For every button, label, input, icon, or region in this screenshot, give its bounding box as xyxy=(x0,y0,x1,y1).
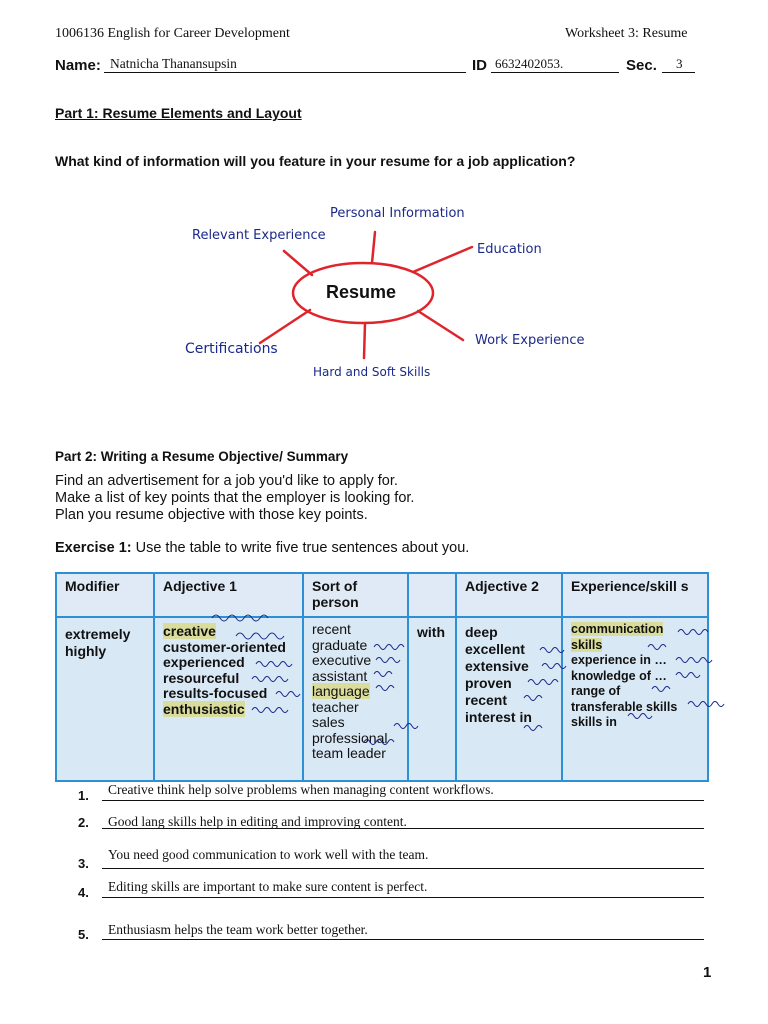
experience-item: knowledge of … xyxy=(571,668,667,683)
header-modifier: Modifier xyxy=(56,573,154,617)
scribble xyxy=(628,714,652,719)
sentence-text: Creative think help solve problems when managing content workflows. xyxy=(108,782,494,797)
scribble xyxy=(212,615,268,621)
with-word: with xyxy=(417,624,445,640)
adjective2-item: recent xyxy=(465,692,508,708)
exercise-text: Use the table to write five true sentences about you. xyxy=(131,540,470,556)
scribble xyxy=(374,645,404,650)
scribble xyxy=(364,740,394,745)
adjective2-item: extensive xyxy=(465,658,529,674)
person-item: team leader xyxy=(312,745,386,761)
adjective2-item: deep xyxy=(465,624,498,640)
sentence-line[interactable] xyxy=(102,868,704,869)
adjective2-item: proven xyxy=(465,675,512,691)
sentence-line[interactable] xyxy=(102,800,704,801)
scribble xyxy=(236,633,284,639)
adjective1-item: experienced xyxy=(163,654,245,670)
instruction-line: Make a list of key points that the employer is looking for. xyxy=(55,490,415,506)
part2-title: Part 2: Writing a Resume Objective/ Summary xyxy=(55,449,349,464)
name-value: Natnicha Thanansupsin xyxy=(110,56,237,71)
sentence-line[interactable] xyxy=(102,897,704,898)
worksheet-title: Worksheet 3: Resume xyxy=(565,26,688,41)
scribble xyxy=(376,658,400,663)
sentence-number: 3. xyxy=(78,856,89,871)
instruction-line: Plan you resume objective with those key points. xyxy=(55,507,368,523)
scribble xyxy=(688,702,724,707)
sec-label: Sec. xyxy=(626,57,657,74)
scribble xyxy=(648,645,666,650)
scribble xyxy=(652,687,670,692)
sentence-text: Editing skills are important to make sure content is perfect. xyxy=(108,879,428,894)
scribble xyxy=(394,724,418,729)
person-item: sales xyxy=(312,714,345,730)
adjective1-item: results-focused xyxy=(163,685,268,701)
mindmap-personal-information: Personal Information xyxy=(330,206,465,221)
header-experience-skills: Experience/skill s xyxy=(562,573,708,617)
scribble xyxy=(542,664,566,669)
part1-title: Part 1: Resume Elements and Layout xyxy=(55,105,302,121)
mindmap-education: Education xyxy=(477,242,542,257)
mindmap-certifications: Certifications xyxy=(185,341,278,357)
mindmap-center-label: Resume xyxy=(326,282,397,302)
mindmap-hard-soft-skills: Hard and Soft Skills xyxy=(313,365,431,379)
id-label: ID xyxy=(472,57,487,74)
adjective1-item: resourceful xyxy=(163,669,240,686)
person-item: language xyxy=(312,683,370,699)
sentence-text: You need good communication to work well with the team. xyxy=(108,847,429,862)
scribble xyxy=(676,658,712,663)
sentence-line[interactable] xyxy=(102,939,704,940)
mindmap-work-experience: Work Experience xyxy=(475,333,585,348)
scribble xyxy=(678,630,708,635)
name-label: Name: xyxy=(55,57,101,74)
experience-item: skills in xyxy=(571,715,617,729)
sentence-text: Enthusiasm helps the team work better together. xyxy=(108,922,368,937)
person-item: assistant xyxy=(312,667,368,684)
exercise-label: Exercise 1: xyxy=(55,540,132,556)
instruction-line: Find an advertisement for a job you'd like to apply for. xyxy=(55,473,398,489)
sentence-line[interactable] xyxy=(102,828,704,829)
scribble xyxy=(524,696,542,701)
adjective1-item: creative xyxy=(163,623,216,639)
sentence-number: 5. xyxy=(78,927,89,942)
person-item: recent xyxy=(312,621,351,637)
sentence-text: Good lang skills help in editing and improving content. xyxy=(108,814,407,829)
scribble xyxy=(252,677,288,682)
adjective1-item: enthusiastic xyxy=(163,700,245,717)
scribble xyxy=(374,672,392,677)
experience-item: skills xyxy=(571,637,603,652)
experience-item: transferable skills xyxy=(571,699,678,714)
adjective2-item: interest in xyxy=(465,709,532,725)
person-item: graduate xyxy=(312,636,368,653)
sentence-number: 4. xyxy=(78,885,89,900)
scribble xyxy=(256,662,292,667)
adjective1-item: customer-oriented xyxy=(163,638,286,655)
header-adjective-2: Adjective 2 xyxy=(456,573,562,617)
sentence-number: 1. xyxy=(78,788,89,803)
experience-item: communication xyxy=(571,622,664,636)
scribble xyxy=(528,680,558,685)
adjective2-item: excellent xyxy=(465,641,525,657)
modifier-item: highly xyxy=(65,643,107,659)
person-item: executive xyxy=(312,652,372,668)
header-adjective-1: Adjective 1 xyxy=(154,573,303,617)
id-value: 6632402053. xyxy=(495,56,564,71)
scribble xyxy=(276,692,300,697)
page-number: 1 xyxy=(703,964,712,981)
person-item: teacher xyxy=(312,698,359,715)
course-title: 1006136 English for Career Development xyxy=(55,26,290,41)
scribble xyxy=(676,673,700,678)
scribble xyxy=(376,686,394,691)
sentence-number: 2. xyxy=(78,815,89,830)
scribble xyxy=(540,648,564,653)
modifier-item: extremely xyxy=(65,626,131,642)
scribble xyxy=(524,726,542,731)
mindmap-relevant-experience: Relevant Experience xyxy=(192,228,326,243)
part1-question: What kind of information will you feature in your resume for a job application? xyxy=(55,153,576,169)
scribble xyxy=(252,708,288,713)
header-sort-of-person: Sort of person xyxy=(303,573,408,617)
sec-value: 3 xyxy=(676,56,683,71)
person-item: professional xyxy=(312,729,388,746)
experience-item: range of xyxy=(571,684,621,698)
experience-item: experience in … xyxy=(571,653,667,667)
